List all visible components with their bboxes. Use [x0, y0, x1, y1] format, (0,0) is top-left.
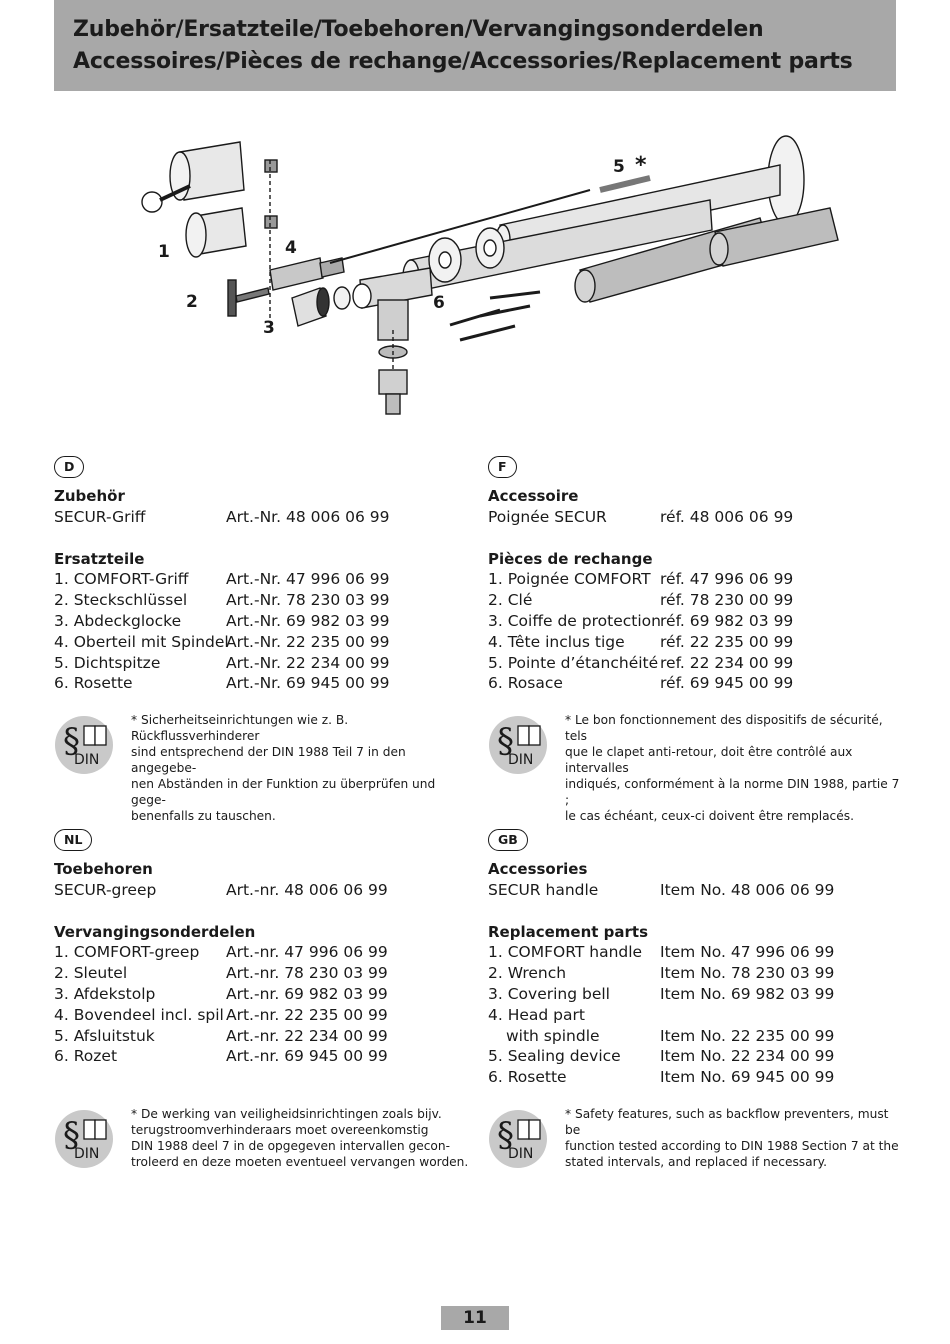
part-number: réf. 47 996 06 99	[660, 570, 794, 589]
part-name: 2. Wrench	[488, 964, 567, 983]
part-name: 5. Afsluitstuk	[54, 1026, 155, 1045]
part-name: 1. COMFORT-greep	[54, 943, 200, 962]
list-item	[54, 1005, 474, 1026]
part-number: Item No. 47 996 06 99	[660, 943, 835, 962]
lang-badge-de: D	[54, 456, 84, 478]
accessory-heading-gb: Accessories	[488, 860, 588, 878]
list-item	[488, 611, 908, 632]
list-item	[488, 1005, 908, 1047]
header-title-line-1: Zubehör/Ersatzteile/Toebehoren/Vervangingsonderdelen	[73, 17, 764, 42]
parts-list-de	[54, 569, 474, 694]
accessory-row-nl	[54, 880, 474, 901]
din-note-fr	[488, 712, 908, 823]
list-item	[488, 653, 908, 674]
part-number: réf. 78 230 00 99	[660, 591, 794, 610]
note-text: * Sicherheitseinrichtungen wie z. B. Rückflussverhinderer sind entsprechend der DIN 1988 Teil 7 in den angegebe- nen Abständen in der Funktion zu überprüfen und gege- benenfalls zu tauschen.	[131, 713, 436, 823]
part-number: ref. 22 234 00 99	[660, 653, 794, 672]
part-name: 2. Sleutel	[54, 964, 128, 983]
list-item	[54, 653, 474, 674]
din-note-nl	[54, 1106, 474, 1176]
list-item	[488, 632, 908, 653]
callout-2: 2	[186, 292, 198, 312]
part-name: 4. Head part	[488, 1005, 585, 1024]
list-item	[54, 1026, 474, 1047]
din-note-de	[54, 712, 474, 823]
accessory-number: Art.-Nr. 48 006 06 99	[226, 507, 390, 526]
part-name: 1. Poignée COMFORT	[488, 570, 651, 589]
svg-text:§: §	[63, 1115, 80, 1155]
part-name: 6. Rosace	[488, 674, 563, 693]
part-name: 1. COMFORT-Griff	[54, 570, 189, 589]
svg-text:§: §	[497, 721, 514, 761]
list-item	[488, 942, 908, 963]
note-text: * De werking van veiligheidsinrichtingen zoals bijv. terugstroomverhinderaars moet overeenkomstig DIN 1988 deel 7 in de opgegeven intervallen gecon- troleerd en deze moeten eventueel vervangen worden.	[131, 1107, 469, 1169]
part-name: 5. Dichtspitze	[54, 653, 161, 672]
callout-1: 1	[158, 242, 170, 262]
part-number: Item No. 69 945 00 99	[660, 1068, 835, 1087]
page-number: 11	[441, 1306, 509, 1330]
accessory-name: SECUR handle	[488, 880, 599, 899]
parts-list-fr	[488, 569, 908, 694]
part-name: 3. Coiffe de protection	[488, 611, 661, 630]
part-name: 5. Pointe d’étanchéité	[488, 653, 659, 672]
parts-list-nl	[54, 942, 474, 1067]
lang-badge-fr: F	[488, 456, 517, 478]
parts-list-gb	[488, 942, 908, 1088]
part-number: Art.-Nr. 22 235 00 99	[226, 632, 390, 651]
section-de	[54, 456, 474, 694]
list-item	[54, 942, 474, 963]
part-number: Art.-Nr. 78 230 03 99	[226, 591, 390, 610]
callout-3: 3	[263, 318, 275, 338]
list-item	[488, 673, 908, 694]
part-number: Art.-nr. 47 996 06 99	[226, 943, 388, 962]
part-name: 4. Tête inclus tige	[488, 632, 625, 651]
part-name: 4. Bovendeel incl. spil	[54, 1005, 224, 1024]
part-number: Art.-Nr. 69 945 00 99	[226, 674, 390, 693]
part-name: 3. Covering bell	[488, 984, 610, 1003]
part-number: Art.-Nr. 22 234 00 99	[226, 653, 390, 672]
list-item	[488, 1046, 908, 1067]
list-item	[488, 590, 908, 611]
din-standard-icon	[54, 712, 114, 778]
part-number: réf. 69 982 03 99	[660, 611, 794, 630]
list-item	[54, 984, 474, 1005]
accessory-number: Art.-nr. 48 006 06 99	[226, 880, 388, 899]
section-gb	[488, 829, 908, 1088]
note-text: * Safety features, such as backflow preventers, must be function tested according to DIN 1988 Section 7 at the stated intervals, and replaced if necessary.	[565, 1107, 899, 1169]
din-note-gb	[488, 1106, 908, 1176]
list-item	[54, 963, 474, 984]
accessory-heading-fr: Accessoire	[488, 487, 579, 505]
part-name: 3. Abdeckglocke	[54, 611, 182, 630]
part-number: réf. 22 235 00 99	[660, 632, 794, 651]
part-number: Art.-nr. 22 234 00 99	[226, 1026, 388, 1045]
part-name: 6. Rosette	[488, 1068, 567, 1087]
part-name: 6. Rosette	[54, 674, 133, 693]
note-text: * Le bon fonctionnement des dispositifs de sécurité, tels que le clapet anti-retour, doit être contrôlé aux intervalles indiqués, conformément à la norme DIN 1988, partie 7 ; le cas échéant, ceux-ci doivent être remplacés.	[565, 713, 900, 823]
callout-5: 5	[613, 157, 625, 177]
accessory-row-gb	[488, 880, 908, 901]
accessory-row-fr	[488, 507, 908, 528]
parts-heading-fr: Pièces de rechange	[488, 549, 653, 568]
accessory-name: SECUR-greep	[54, 880, 157, 899]
callout-4: 4	[285, 238, 297, 258]
part-number: Art.-nr. 69 945 00 99	[226, 1047, 388, 1066]
list-item	[54, 611, 474, 632]
part-number: Art.-nr. 69 982 03 99	[226, 984, 388, 1003]
callout-6: 6	[433, 293, 445, 313]
callout-asterisk: *	[635, 153, 647, 178]
part-name-continued: with spindle	[506, 1026, 600, 1045]
list-item	[488, 1067, 908, 1088]
svg-text:DIN: DIN	[74, 1146, 100, 1162]
part-number: Item No. 22 235 00 99	[660, 1026, 835, 1045]
list-item	[54, 1046, 474, 1067]
page-header	[54, 0, 896, 91]
part-name: 6. Rozet	[54, 1047, 118, 1066]
accessory-heading-de: Zubehör	[54, 487, 125, 505]
parts-heading-gb: Replacement parts	[488, 922, 649, 941]
header-title-line-2: Accessoires/Pièces de rechange/Accessories/Replacement parts	[73, 49, 853, 74]
svg-text:DIN: DIN	[508, 1146, 534, 1162]
part-number: Item No. 78 230 03 99	[660, 964, 835, 983]
part-number: Item No. 69 982 03 99	[660, 984, 835, 1003]
accessory-number: Item No. 48 006 06 99	[660, 880, 835, 899]
list-item	[54, 673, 474, 694]
list-item	[54, 632, 474, 653]
part-name: 3. Afdekstolp	[54, 984, 156, 1003]
list-item	[488, 963, 908, 984]
section-fr	[488, 456, 908, 694]
exploded-parts-diagram	[120, 120, 840, 450]
section-nl	[54, 829, 474, 1067]
svg-text:DIN: DIN	[508, 752, 534, 768]
din-standard-icon	[488, 712, 548, 778]
part-name: 4. Oberteil mit Spindel	[54, 632, 229, 651]
svg-text:DIN: DIN	[74, 752, 100, 768]
lang-badge-gb: GB	[488, 829, 528, 851]
accessory-row-de	[54, 507, 474, 528]
lang-badge-nl: NL	[54, 829, 92, 851]
list-item	[54, 590, 474, 611]
accessory-name: Poignée SECUR	[488, 507, 607, 526]
list-item	[488, 984, 908, 1005]
parts-heading-nl: Vervangingsonderdelen	[54, 922, 256, 941]
svg-text:§: §	[497, 1115, 514, 1155]
din-standard-icon	[54, 1106, 114, 1172]
accessory-heading-nl: Toebehoren	[54, 860, 153, 878]
part-name: 2. Clé	[488, 591, 533, 610]
part-name: 2. Steckschlüssel	[54, 591, 188, 610]
svg-text:§: §	[63, 721, 80, 761]
part-name: 1. COMFORT handle	[488, 943, 643, 962]
accessory-name: SECUR-Griff	[54, 507, 146, 526]
part-number: Art.-nr. 78 230 03 99	[226, 964, 388, 983]
part-number: Art.-Nr. 69 982 03 99	[226, 611, 390, 630]
part-number: Art.-nr. 22 235 00 99	[226, 1005, 388, 1024]
list-item	[54, 569, 474, 590]
part-name: 5. Sealing device	[488, 1047, 621, 1066]
part-number: Item No. 22 234 00 99	[660, 1047, 835, 1066]
part-number: Art.-Nr. 47 996 06 99	[226, 570, 390, 589]
part-number: réf. 69 945 00 99	[660, 674, 794, 693]
list-item	[488, 569, 908, 590]
din-standard-icon	[488, 1106, 548, 1172]
parts-heading-de: Ersatzteile	[54, 549, 145, 568]
accessory-number: réf. 48 006 06 99	[660, 507, 794, 526]
